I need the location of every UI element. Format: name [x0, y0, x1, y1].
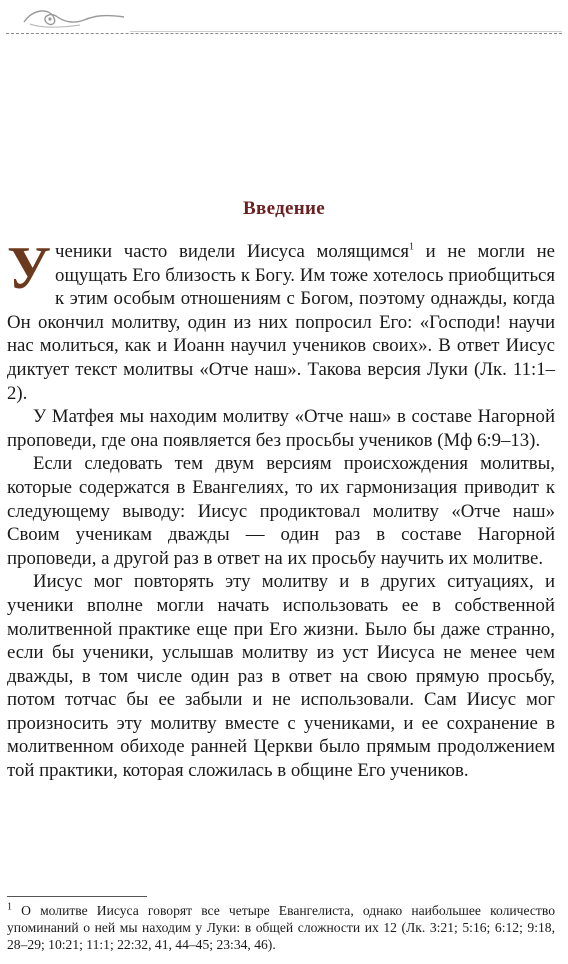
paragraph-1	[7, 235, 555, 405]
paragraph-1-start: ченики часто видели Иисуса молящимся	[55, 241, 409, 262]
drop-cap: У	[7, 235, 52, 301]
footnote-marker: 1	[7, 901, 12, 913]
paragraph-4: Иисус мог повторять эту молитву и в других ситуациях, и ученики вполне могли начать использовать ее в собственной молитвенной практике еще при Его жизни. Было бы даже странно, если бы ученики, услышав молитву из уст Иисуса не менее чем дважды, в том числе один раз в ответ на свою прямую просьбу, потом тотчас бы ее забыли и не использовали. Сам Иисус мог произносить эту молитву вместе с учениками, и ее сохранение в молитвенном обиходе ранней Церкви было прямым продолжением той практики, которая сложилась в общине Его учеников.	[7, 571, 555, 782]
chapter-heading: Введение	[243, 198, 325, 219]
paragraph-2: У Матфея мы находим молитву «Отче наш» в составе Нагорной проповеди, где она появляется без просьбы учеников (Мф 6:9–13).	[7, 406, 555, 451]
footnote	[7, 902, 555, 953]
header-rule	[6, 33, 562, 34]
paragraph-3: Если следовать тем двум версиям происхождения молитвы, которые содержатся в Евангелиях, то их гармонизация приводит к следующему выводу: Иисус продиктовал молитву «Отче наш» Своим ученикам дважды — один раз в составе Нагорной проповеди, а другой раз в ответ на их просьбу научить их молитве.	[7, 453, 555, 569]
body-text	[7, 235, 555, 783]
footnote-ref[interactable]: 1	[408, 241, 414, 253]
ornament-flourish-icon	[20, 4, 130, 30]
paragraph-1-rest: и не могли не ощущать Его близость к Богу. Им тоже хотелось приобщиться к этим особым отношениям с Богом, поэтому однажды, когда Он окончил молитву, один из них попросил Его: «Господи! научи нас молиться, как и Иоанн научил учеников своих». В ответ Иисус диктует текст молитвы «Отче наш». Такова версия Луки (Лк. 11:1–2).	[7, 241, 555, 404]
header-rule-light	[130, 31, 562, 32]
footnote-rule	[7, 896, 147, 897]
footnote-text: О молитве Иисуса говорят все четыре Евангелиста, однако наибольшее количество упоминаний о ней мы находим у Луки: в общей сложности их 12 (Лк. 3:21; 5:16; 6:12; 9:18, 28–29; 10:21; 11:1; 22:32, 41, 44–45; 23:34, 46).	[7, 903, 555, 952]
